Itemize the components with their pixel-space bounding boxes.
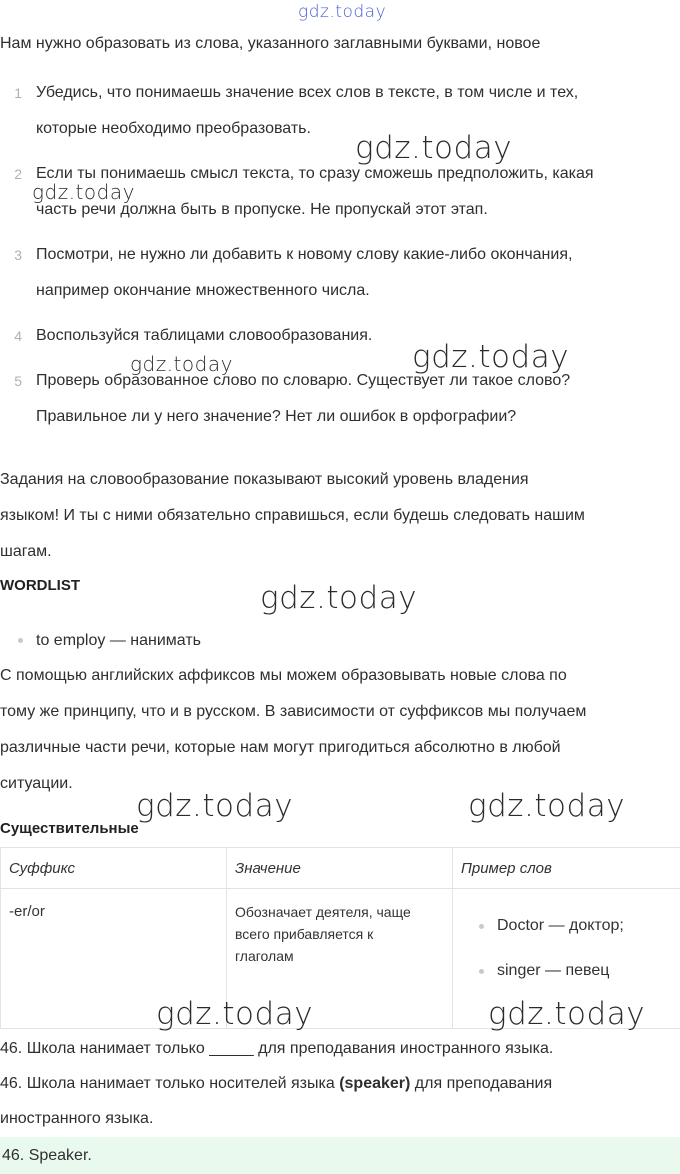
- table-header: Пример слов: [453, 848, 680, 889]
- solution-line: иностранного языка.: [0, 1110, 154, 1127]
- step-line: Если ты понимаешь смысл текста, то сразу сможешь предположить, какая: [36, 165, 594, 182]
- table-header: Суффикс: [1, 848, 227, 889]
- answer-text: 46. Speaker.: [2, 1147, 92, 1164]
- affix-line: тому же принципу, что и в русском. В зависимости от суффиксов мы получаем: [0, 703, 587, 720]
- example-text: singer — певец: [497, 962, 610, 979]
- step-line: которые необходимо преобразовать.: [36, 120, 311, 137]
- answer-bar: [0, 1137, 680, 1174]
- watermark-top: gdz.today: [298, 2, 387, 22]
- summary-line: Задания на словообразование показывают высокий уровень владения: [0, 471, 529, 488]
- step-line: например окончание множественного числа.: [36, 282, 370, 299]
- step-number: 4: [14, 328, 22, 344]
- task-text: 46. Школа нанимает только _____ для преподавания иностранного языка.: [0, 1040, 554, 1057]
- affix-line: ситуации.: [0, 775, 73, 792]
- table-header: Значение: [227, 848, 453, 889]
- watermark: gdz.today: [32, 180, 135, 204]
- step-number: 2: [14, 166, 22, 182]
- step-line: Правильное ли у него значение? Нет ли ошибок в орфографии?: [36, 408, 517, 425]
- intro-text: Нам нужно образовать из слова, указанного заглавными буквами, новое: [0, 35, 541, 52]
- step-line: Убедись, что понимаешь значение всех слов в тексте, в том числе и тех,: [36, 84, 579, 101]
- watermark: gdz.today: [468, 788, 626, 824]
- watermark: gdz.today: [136, 788, 294, 824]
- meaning-line: всего прибавляется к: [235, 926, 374, 942]
- summary-line: шагам.: [0, 543, 52, 560]
- watermark: gdz.today: [355, 130, 513, 166]
- wordlist-heading: WORDLIST: [0, 577, 80, 594]
- bullet-icon: [479, 924, 484, 929]
- watermark: gdz.today: [412, 339, 570, 375]
- summary-line: языком! И ты с ними обязательно справишься, если будешь следовать нашим: [0, 507, 585, 524]
- bullet-icon: [18, 638, 23, 643]
- solution-part: для преподавания: [410, 1075, 553, 1092]
- watermark: gdz.today: [130, 352, 233, 376]
- step-number: 5: [14, 373, 22, 389]
- step-line: часть речи должна быть в пропуске. Не пропускай этот этап.: [36, 201, 488, 218]
- step-number: 3: [14, 247, 22, 263]
- step-line: Воспользуйся таблицами словообразования.: [36, 327, 373, 344]
- step-number: 1: [14, 85, 22, 101]
- example-text: Doctor — доктор;: [497, 917, 624, 934]
- watermark: gdz.today: [260, 580, 418, 616]
- solution-part: 46. Школа нанимает только носителей языка: [0, 1075, 340, 1092]
- wordlist-item: to employ — нанимать: [36, 632, 201, 649]
- affix-line: С помощью английских аффиксов мы можем образовывать новые слова по: [0, 667, 567, 684]
- meaning-line: глаголам: [235, 948, 294, 964]
- list-item: [461, 915, 672, 960]
- table-header-row: [1, 848, 680, 889]
- watermark: gdz.today: [488, 996, 646, 1032]
- step-line: Посмотри, не нужно ли добавить к новому слову какие-либо окончания,: [36, 246, 573, 263]
- nouns-heading: Существительные: [0, 820, 139, 837]
- solution-line: [0, 1066, 552, 1102]
- step-line: Проверь образованное слово по словарю. Существует ли такое слово?: [36, 372, 571, 389]
- bullet-icon: [479, 969, 484, 974]
- table-cell-suffix: -er/or: [1, 889, 227, 1029]
- affix-line: различные части речи, которые нам могут пригодиться абсолютно в любой: [0, 739, 561, 756]
- watermark: gdz.today: [156, 996, 314, 1032]
- solution-keyword: (speaker): [339, 1075, 411, 1092]
- meaning-line: Обозначает деятеля, чаще: [235, 904, 411, 920]
